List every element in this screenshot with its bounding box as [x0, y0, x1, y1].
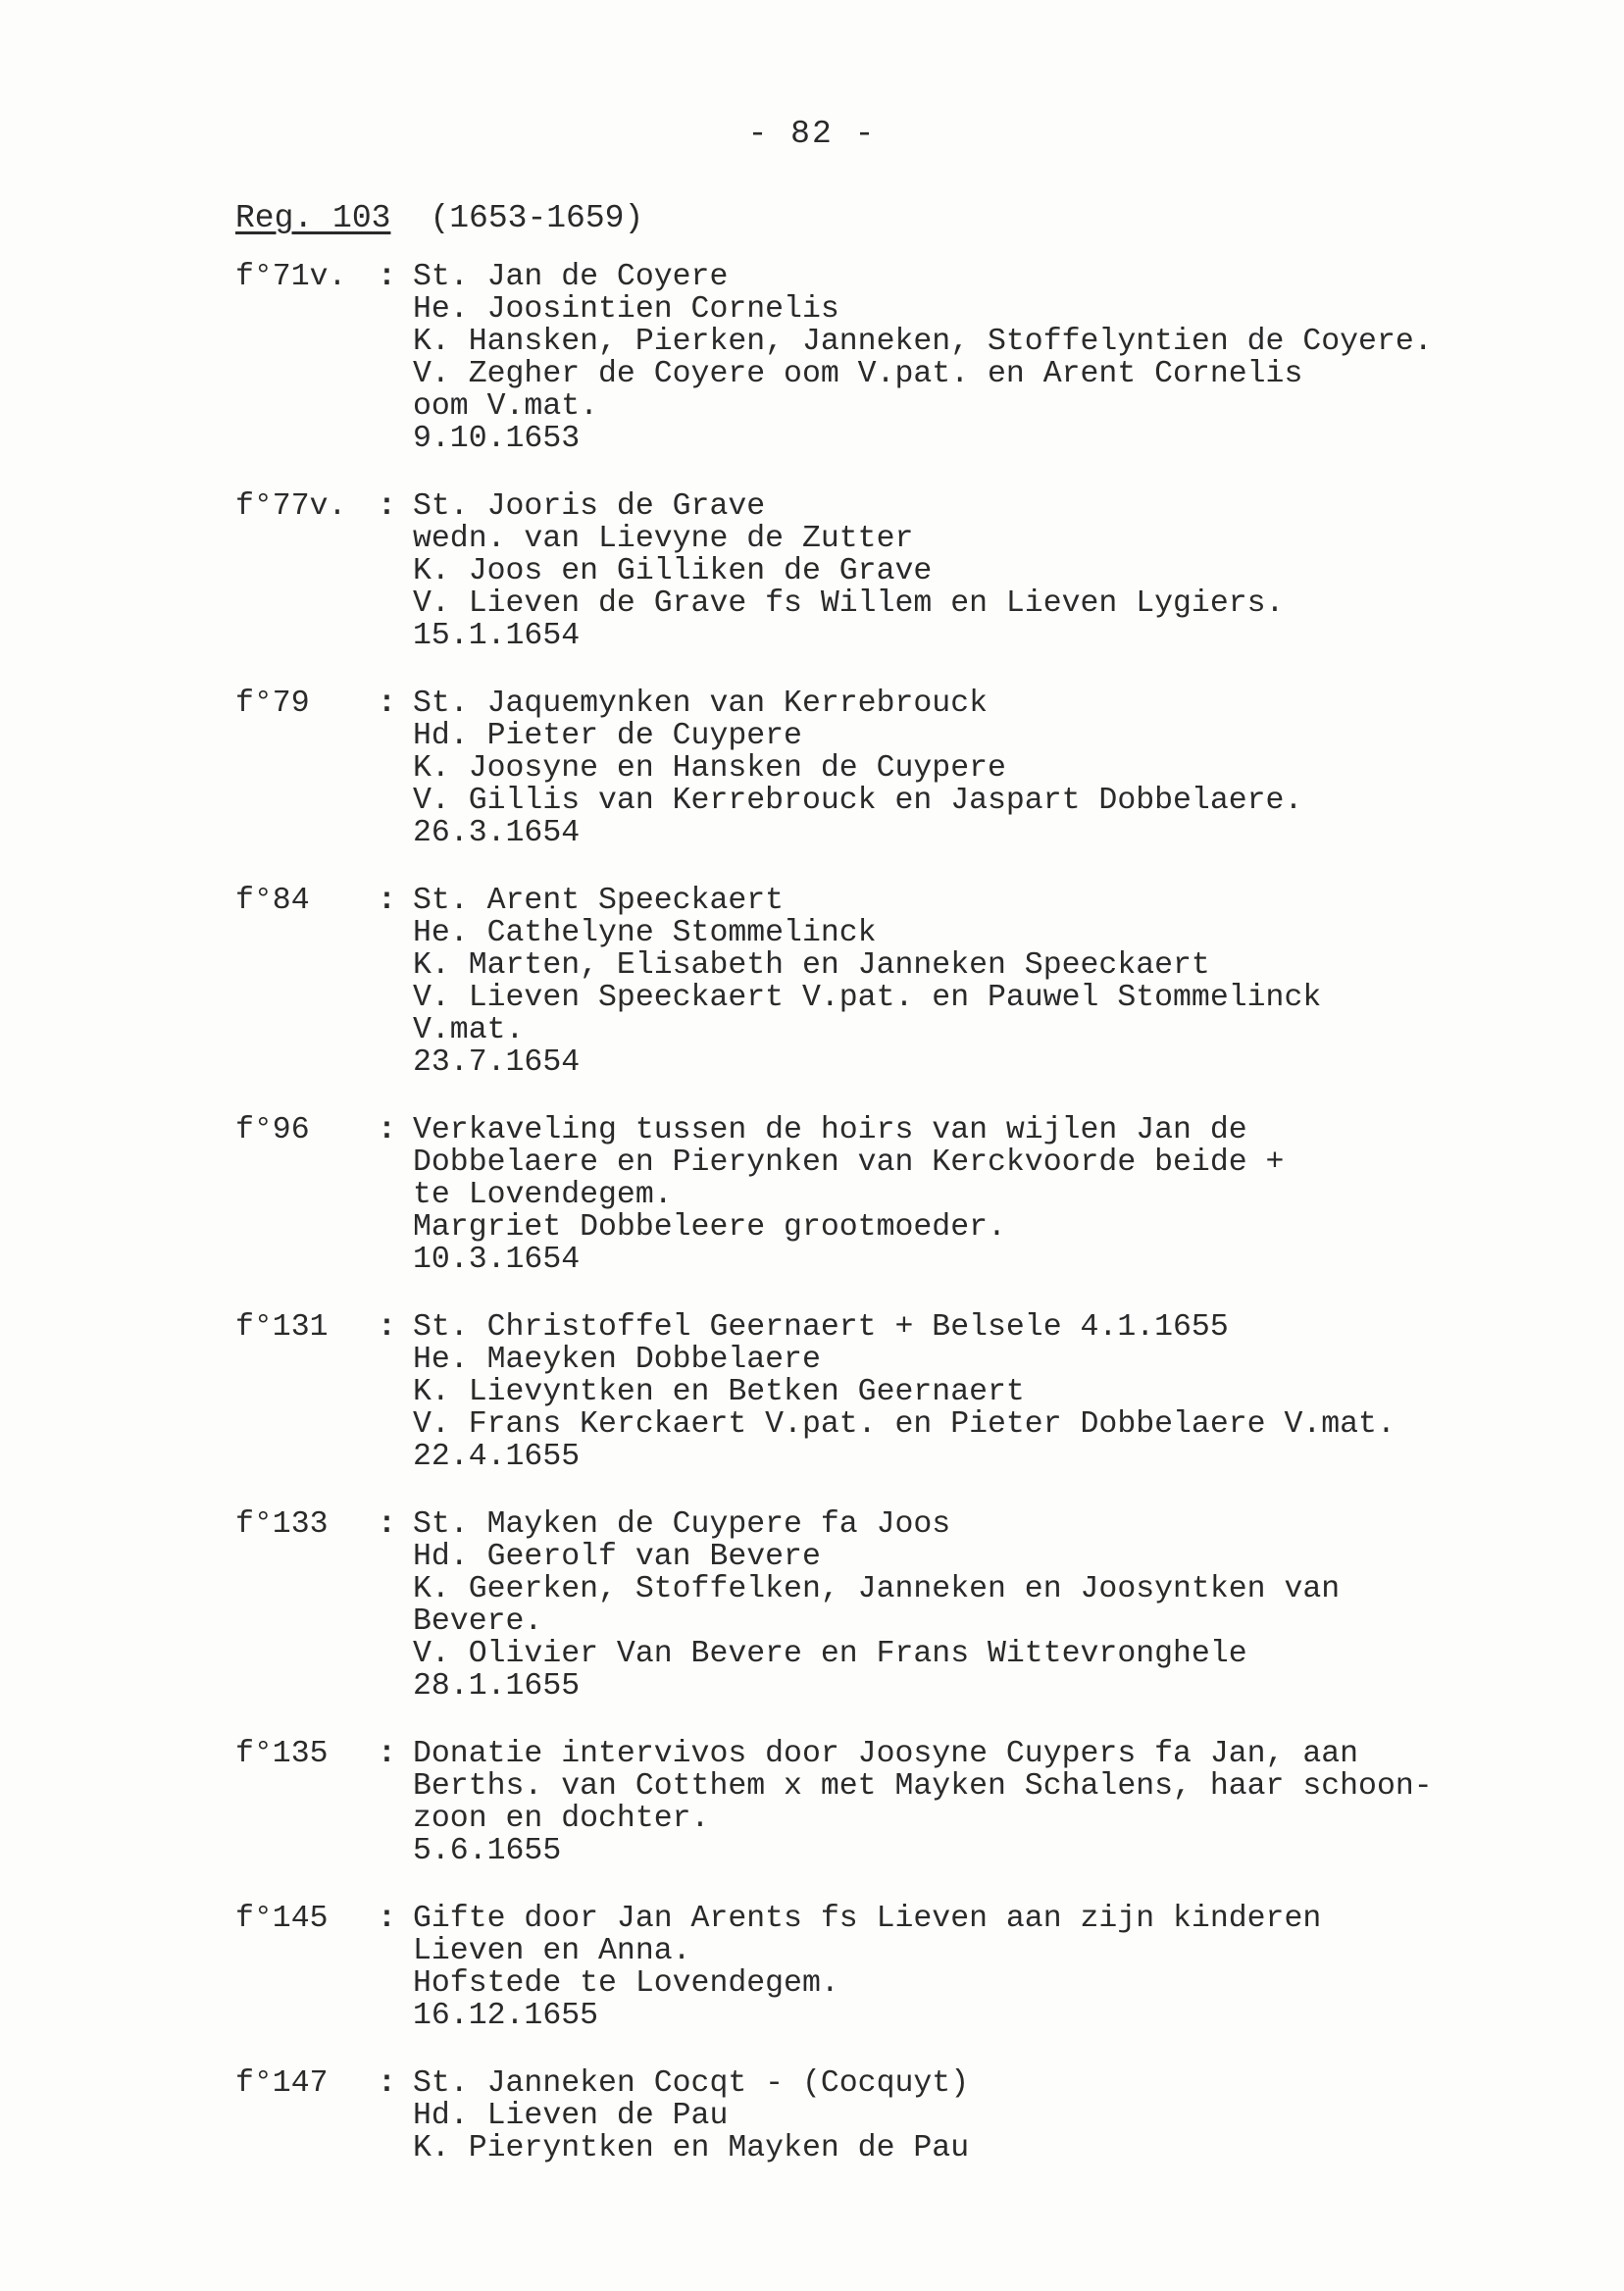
- entry-text: [413, 885, 1510, 1079]
- entry-line: 9.10.1653: [413, 422, 581, 456]
- entry-line: K. Joos en Gilliken de Grave: [413, 554, 933, 588]
- separator-colon: :: [378, 1902, 396, 1936]
- entry-line: Bevere.: [413, 1604, 543, 1639]
- entry-text: [413, 1903, 1510, 2032]
- entry: [235, 2067, 1510, 2164]
- entry-line: K. Pieryntken en Mayken de Pau: [413, 2131, 970, 2165]
- separator-colon: :: [378, 2066, 396, 2101]
- entry-line: 23.7.1654: [413, 1045, 581, 1080]
- entry-line: St. Mayken de Cuypere fa Joos: [413, 1507, 951, 1542]
- entry-line: V. Zegher de Coyere oom V.pat. en Arent Cornelis: [413, 357, 1303, 391]
- entry: [235, 687, 1510, 849]
- folio-reference: f°96: [235, 1113, 310, 1147]
- entry-line: V. Frans Kerckaert V.pat. en Pieter Dobbelaere V.mat.: [413, 1407, 1396, 1442]
- entry-line: V.mat.: [413, 1013, 525, 1047]
- entry-line: K. Hansken, Pierken, Janneken, Stoffelyntien de Coyere.: [413, 325, 1433, 359]
- entry: [235, 1311, 1510, 1473]
- entry-text: [413, 1508, 1510, 1703]
- folio-reference: f°131: [235, 1310, 329, 1345]
- register-header: [235, 200, 643, 236]
- entry-line: He. Maeyken Dobbelaere: [413, 1343, 821, 1377]
- register-label: Reg. 103: [235, 200, 391, 236]
- separator-colon: :: [378, 1310, 396, 1345]
- entry-line: 16.12.1655: [413, 1999, 599, 2033]
- entry-line: Margriet Dobbeleere grootmoeder.: [413, 1210, 1006, 1245]
- separator-colon: :: [378, 1113, 396, 1147]
- entry-text: [413, 490, 1510, 652]
- entry-line: K. Joosyne en Hansken de Cuypere: [413, 751, 1006, 786]
- separator-colon: :: [378, 1507, 396, 1542]
- entry-list: [235, 261, 1510, 2200]
- folio-reference: f°133: [235, 1507, 329, 1542]
- entry-line: Berths. van Cotthem x met Mayken Schalens, haar schoon-: [413, 1769, 1433, 1804]
- entry-line: K. Geerken, Stoffelken, Janneken en Joosyntken van: [413, 1572, 1341, 1606]
- separator-colon: :: [378, 1737, 396, 1771]
- register-years: (1653-1659): [430, 200, 644, 236]
- folio-reference: f°145: [235, 1902, 329, 1936]
- entry-line: 22.4.1655: [413, 1440, 581, 1474]
- entry-line: St. Jaquemynken van Kerrebrouck: [413, 687, 988, 721]
- entry: [235, 1738, 1510, 1867]
- entry-text: [413, 2067, 1510, 2164]
- folio-reference: f°147: [235, 2066, 329, 2101]
- entry-line: V. Lieven de Grave fs Willem en Lieven Lygiers.: [413, 586, 1285, 621]
- entry-text: [413, 1311, 1510, 1473]
- entry-line: Hd. Pieter de Cuypere: [413, 719, 802, 753]
- entry-line: He. Joosintien Cornelis: [413, 292, 839, 327]
- folio-reference: f°77v.: [235, 489, 347, 524]
- entry-line: K. Lievyntken en Betken Geernaert: [413, 1375, 1025, 1409]
- separator-colon: :: [378, 884, 396, 918]
- entry-line: te Lovendegem.: [413, 1178, 673, 1212]
- entry-line: Donatie intervivos door Joosyne Cuypers fa Jan, aan: [413, 1737, 1359, 1771]
- entry-line: St. Christoffel Geernaert + Belsele 4.1.1655: [413, 1310, 1229, 1345]
- entry-line: Lieven en Anna.: [413, 1934, 691, 1968]
- entry-line: Hofstede te Lovendegem.: [413, 1966, 839, 2001]
- entry-line: Gifte door Jan Arents fs Lieven aan zijn kinderen: [413, 1902, 1322, 1936]
- page-number: - 82 -: [747, 116, 877, 152]
- entry-text: [413, 687, 1510, 849]
- entry-text: [413, 261, 1510, 455]
- separator-colon: :: [378, 687, 396, 721]
- entry-line: wedn. van Lievyne de Zutter: [413, 522, 914, 556]
- entry-line: St. Janneken Cocqt - (Cocquyt): [413, 2066, 970, 2101]
- entry: [235, 885, 1510, 1079]
- entry: [235, 490, 1510, 652]
- entry-line: 10.3.1654: [413, 1243, 581, 1277]
- entry: [235, 1114, 1510, 1276]
- entry-line: Hd. Geerolf van Bevere: [413, 1540, 821, 1574]
- folio-reference: f°84: [235, 884, 310, 918]
- folio-reference: f°79: [235, 687, 310, 721]
- entry-line: 15.1.1654: [413, 619, 581, 653]
- separator-colon: :: [378, 260, 396, 294]
- entry-line: oom V.mat.: [413, 389, 599, 424]
- entry-line: St. Jooris de Grave: [413, 489, 766, 524]
- entry-line: V. Lieven Speeckaert V.pat. en Pauwel Stommelinck: [413, 981, 1322, 1015]
- entry-line: K. Marten, Elisabeth en Janneken Speeckaert: [413, 948, 1210, 983]
- entry-text: [413, 1738, 1510, 1867]
- entry-line: 28.1.1655: [413, 1669, 581, 1704]
- folio-reference: f°71v.: [235, 260, 347, 294]
- folio-reference: f°135: [235, 1737, 329, 1771]
- entry-line: V. Olivier Van Bevere en Frans Wittevronghele: [413, 1637, 1247, 1671]
- separator-colon: :: [378, 489, 396, 524]
- entry-text: [413, 1114, 1510, 1276]
- entry-line: 5.6.1655: [413, 1834, 562, 1868]
- entry-line: Verkaveling tussen de hoirs van wijlen Jan de: [413, 1113, 1247, 1147]
- entry-line: Dobbelaere en Pierynken van Kerckvoorde beide +: [413, 1146, 1285, 1180]
- entry: [235, 1508, 1510, 1703]
- entry-line: Hd. Lieven de Pau: [413, 2099, 729, 2133]
- entry-line: St. Arent Speeckaert: [413, 884, 785, 918]
- entry: [235, 1903, 1510, 2032]
- entry-line: St. Jan de Coyere: [413, 260, 729, 294]
- entry-line: 26.3.1654: [413, 816, 581, 850]
- entry: [235, 261, 1510, 455]
- entry-line: zoon en dochter.: [413, 1802, 710, 1836]
- entry-line: V. Gillis van Kerrebrouck en Jaspart Dobbelaere.: [413, 784, 1303, 818]
- entry-line: He. Cathelyne Stommelinck: [413, 916, 877, 950]
